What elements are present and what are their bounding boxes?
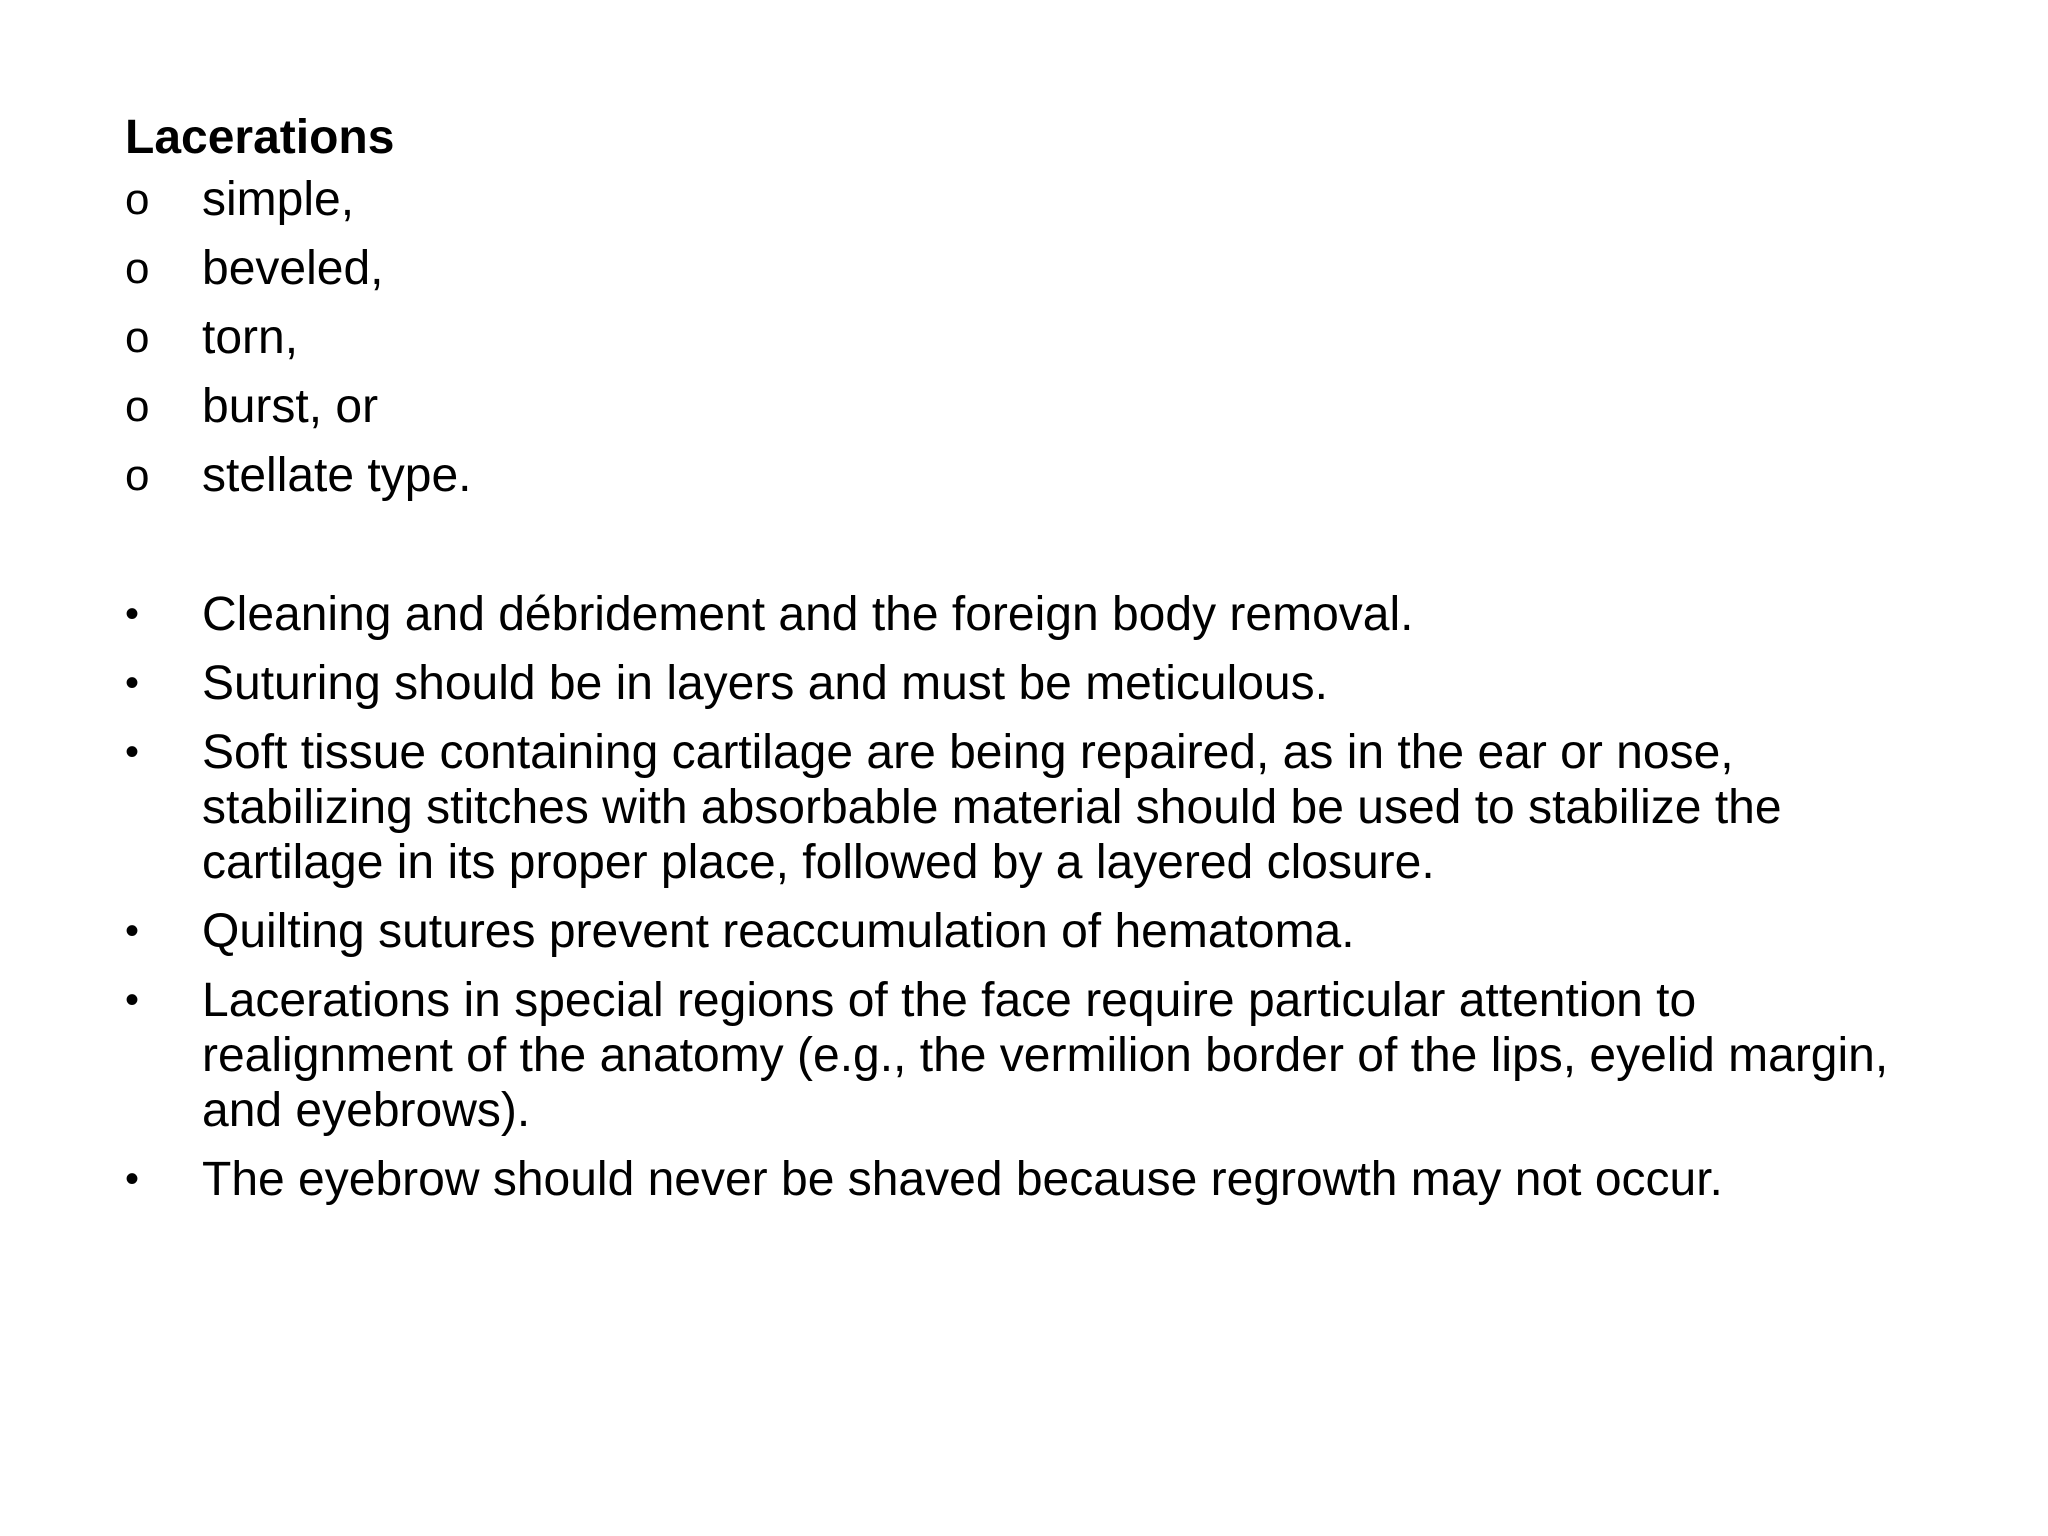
list-item-text: torn,: [202, 311, 299, 364]
circle-bullet-icon: o: [125, 382, 150, 431]
list-item: [125, 973, 1945, 1138]
list-item: [125, 725, 1945, 890]
circle-bullet-icon: o: [125, 451, 150, 500]
management-points-list: [125, 587, 1945, 1207]
list-item-text: Cleaning and débridement and the foreign body removal.: [202, 588, 1414, 641]
list-item-text: The eyebrow should never be shaved because regrowth may not occur.: [202, 1153, 1723, 1206]
list-item: [125, 1152, 1945, 1207]
list-item: [125, 379, 1945, 448]
dot-bullet-icon: •: [125, 730, 140, 774]
list-item-text: stellate type.: [202, 449, 472, 502]
circle-bullet-icon: o: [125, 175, 150, 224]
list-item: [125, 310, 1945, 379]
dot-bullet-icon: •: [125, 909, 140, 953]
list-item: [125, 448, 1945, 517]
list-item-text: Quilting sutures prevent reaccumulation of hematoma.: [202, 905, 1355, 958]
list-item-text: Suturing should be in layers and must be meticulous.: [202, 657, 1328, 710]
list-item-text: burst, or: [202, 380, 379, 433]
dot-bullet-icon: •: [125, 1157, 140, 1201]
laceration-types-list: [125, 172, 1945, 517]
slide-content: [125, 104, 1945, 1221]
dot-bullet-icon: •: [125, 978, 140, 1022]
list-item: [125, 172, 1945, 241]
list-item-text: Lacerations in special regions of the face require particular attention to realignment of the anatomy (e.g., the vermilion border of the lips, eyelid margin, and eyebrows).: [202, 974, 1889, 1137]
list-item: [125, 904, 1945, 959]
list-item-text: simple,: [202, 173, 355, 226]
slide-heading: Lacerations: [125, 111, 395, 164]
dot-bullet-icon: •: [125, 592, 140, 636]
dot-bullet-icon: •: [125, 661, 140, 705]
list-item-text: beveled,: [202, 242, 384, 295]
circle-bullet-icon: o: [125, 244, 150, 293]
list-item-text: Soft tissue containing cartilage are being repaired, as in the ear or nose, stabilizing stitches with absorbable material should be used to stabilize the cartilage in its proper place, followed by a layered closure.: [202, 726, 1782, 889]
list-item: [125, 241, 1945, 310]
list-item: [125, 656, 1945, 711]
list-item: [125, 587, 1945, 642]
circle-bullet-icon: o: [125, 313, 150, 362]
